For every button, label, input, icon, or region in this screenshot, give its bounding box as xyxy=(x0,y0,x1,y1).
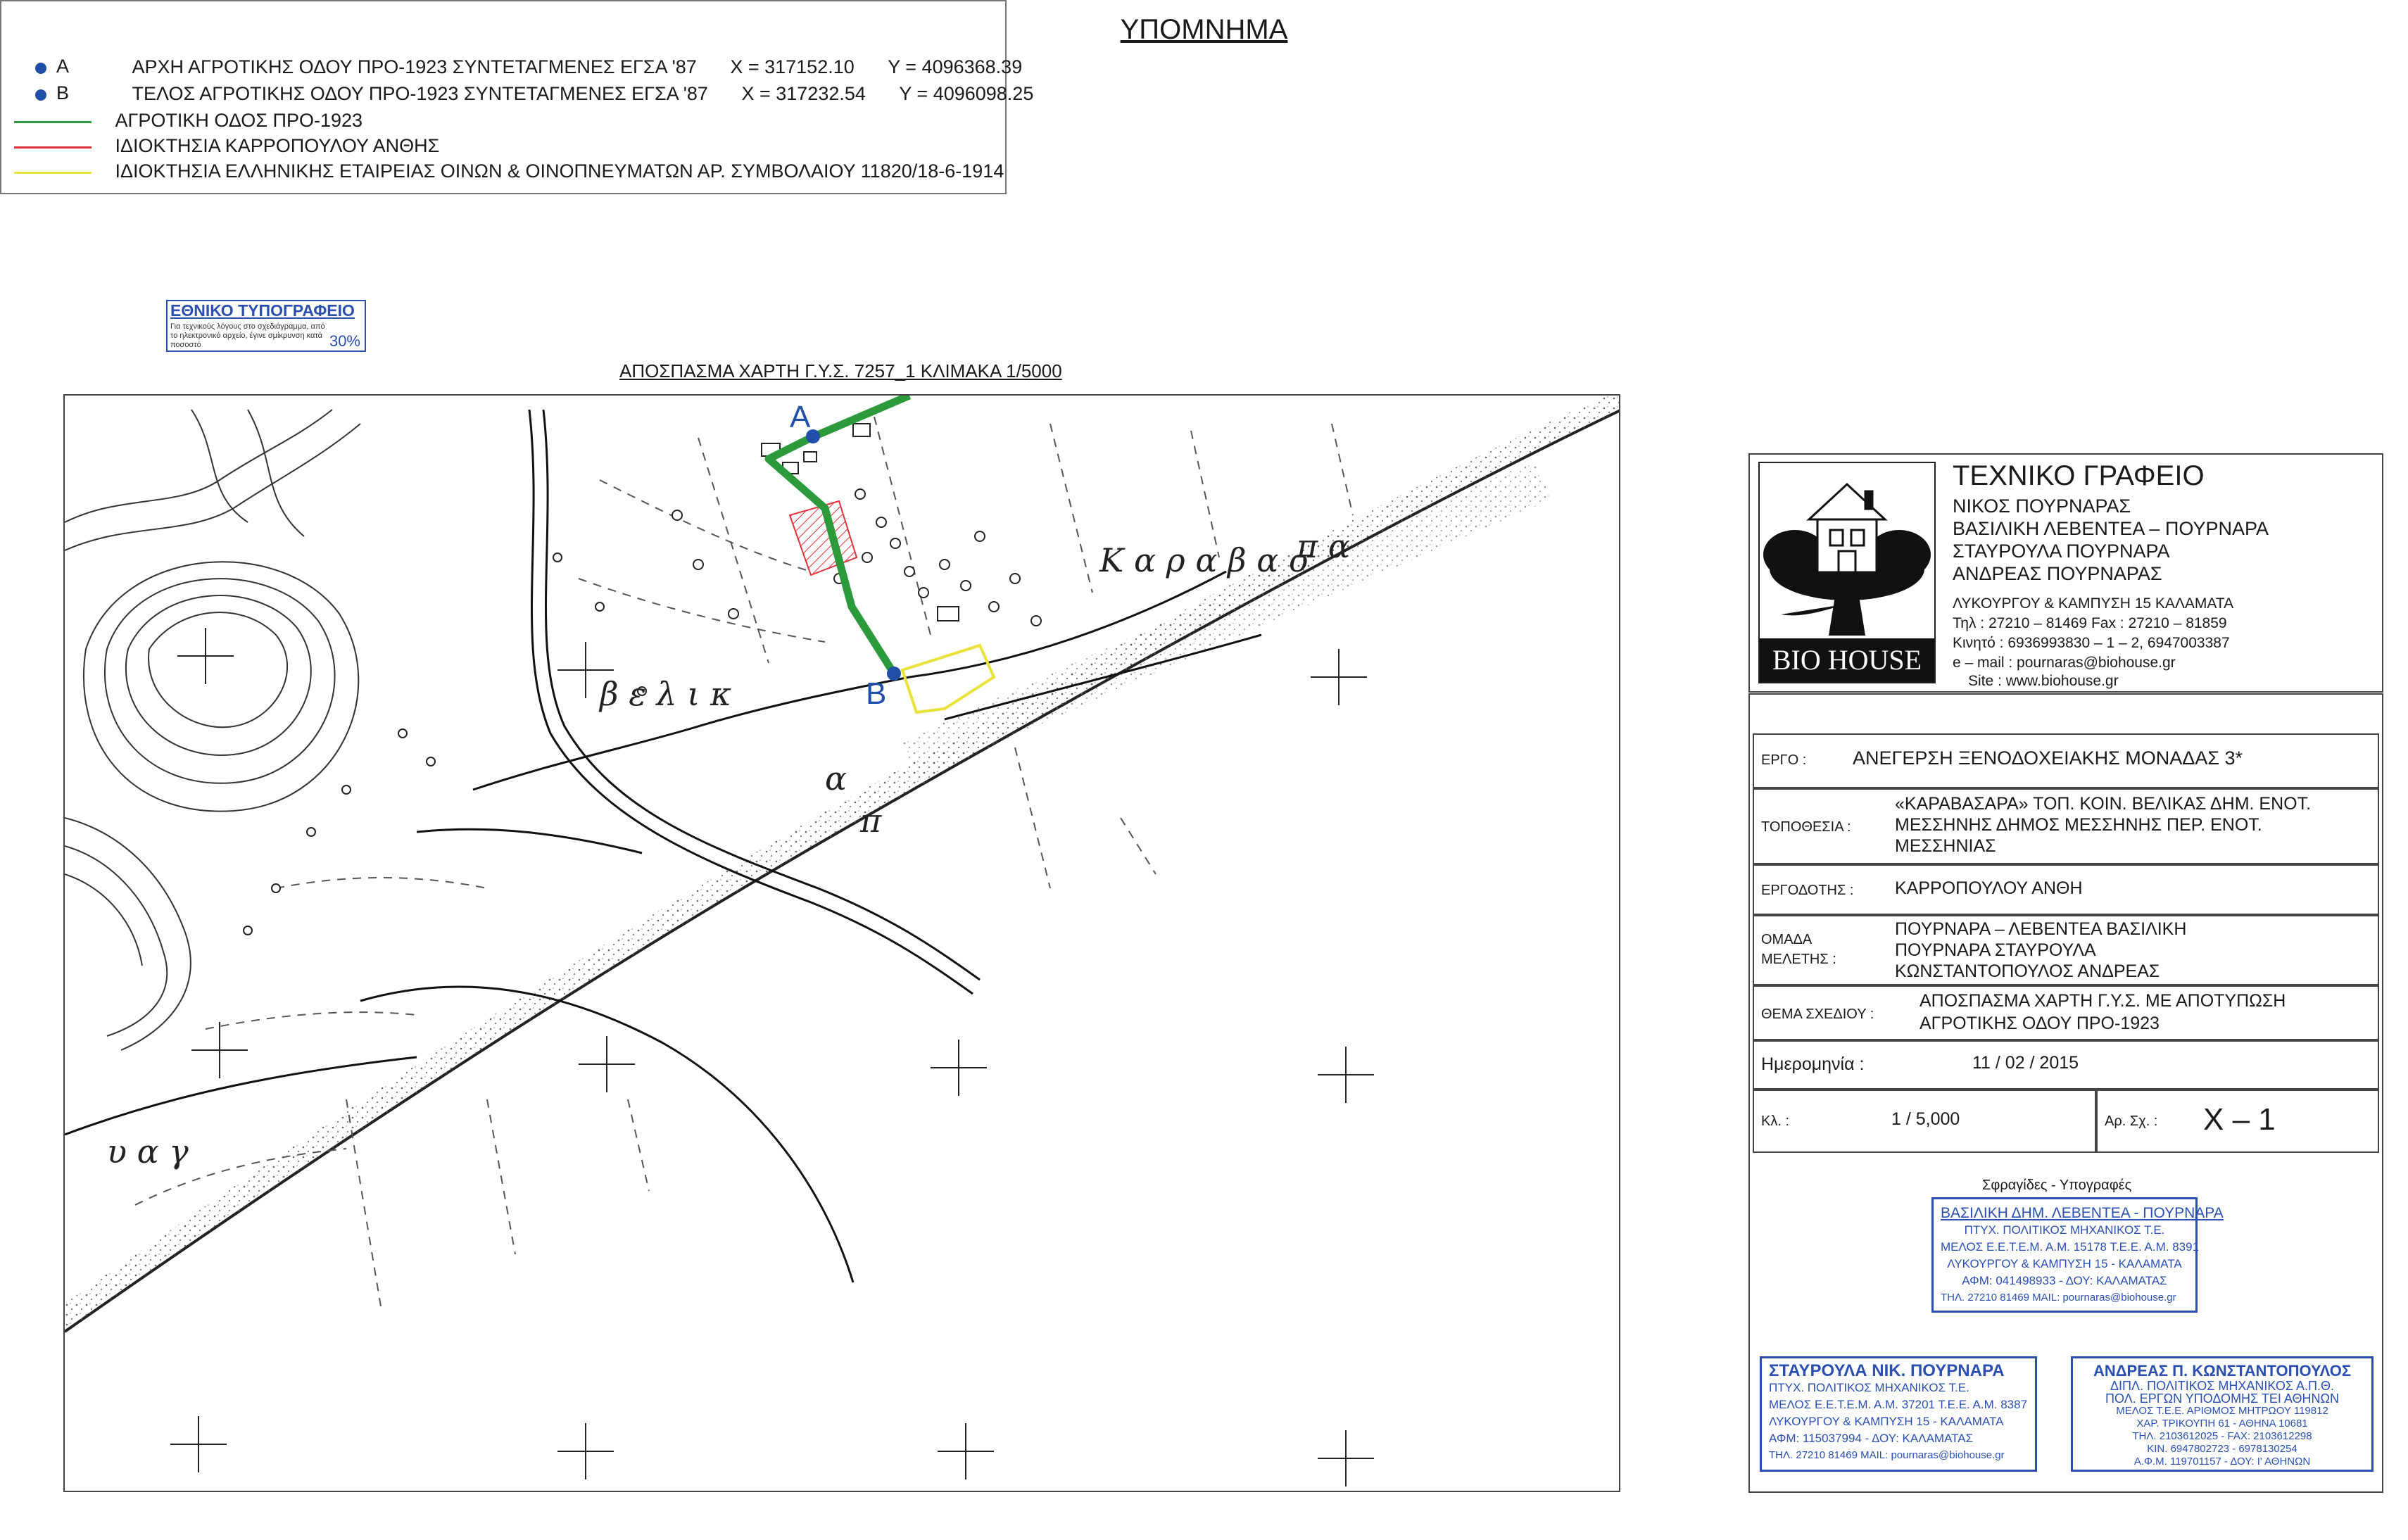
stamp-andreas: ΑΝΔΡΕΑΣ Π. ΚΩΝΣΤΑΝΤΟΠΟΥΛΟΣ ΔΙΠΛ. ΠΟΛΙΤΙΚΟΣ ΜΗΧΑΝΙΚΟΣ Α.Π.Θ. ΠΟΛ. ΕΡΓΩΝ ΥΠΟΔΟΜΗΣ ΤΕΙ ΑΘΗΝΩΝ ΜΕΛΟΣ Τ.Ε.Ε. ΑΡΙΘΜΟΣ ΜΗΤΡΩΟΥ 119812 ΧΑΡ. ΤΡΙΚΟΥΠΗ 61 - ΑΘΗΝΑ 10681 ΤΗΛ. 2103612025 - FAX: 2103612298 ΚΙΝ. 6947802723 - 6978130254 Α.Φ.Μ. 119701157 - ΔΟΥ: Ι' ΑΘΗΝΩΝ xyxy=(2071,1356,2374,1472)
yellow-line-swatch xyxy=(14,172,92,174)
legend-box xyxy=(0,0,1288,194)
office-name-1: ΝΙΚΟΣ ΠΟΥΡΝΑΡΑΣ xyxy=(1953,496,2131,517)
office-email: e – mail : pournaras@biohouse.gr xyxy=(1953,655,2176,671)
office-phone: Τηλ : 27210 – 81469 Fax : 27210 – 81859 xyxy=(1953,615,2227,631)
svg-text:π α: π α xyxy=(1297,527,1350,565)
legend-item-red-plot: ΙΔΙΟΚΤΗΣΙΑ ΚΑΡΡΟΠΟΥΛΟΥ ΑΝΘΗΣ xyxy=(14,135,439,157)
national-print-stamp: ΕΘΝΙΚΟ ΤΥΠΟΓΡΑΦΕΙΟ Για τεχνικούς λόγους στο σχεδιάγραμμα, από το ηλεκτρονικό αρχείο, έγινε σμίκρυνση κατά ποσοστό 30% xyxy=(166,300,366,352)
map-caption: ΑΠΟΣΠΑΣΜΑ ΧΑΡΤΗ Γ.Υ.Σ. 7257_1 ΚΛΙΜΑΚΑ 1/5000 xyxy=(619,360,1062,381)
point-a-label: A xyxy=(790,400,811,434)
client-value: ΚΑΡΡΟΠΟΥΛΟΥ ΑΝΘΗ xyxy=(1895,878,2083,898)
legend-title: ΥΠΟΜΝΗΜΑ xyxy=(1120,14,1288,45)
office-site: Site : www.biohouse.gr xyxy=(1968,673,2119,689)
drawing-number-cell: Αρ. Σχ. : Χ – 1 xyxy=(2096,1090,2379,1153)
stamp-vasiliki: ΒΑΣΙΛΙΚΗ ΔΗΜ. ΛΕΒΕΝΤΕΑ - ΠΟΥΡΝΑΡΑ ΠΤΥΧ. ΠΟΛΙΤΙΚΟΣ ΜΗΧΑΝΙΚΟΣ Τ.Ε. ΜΕΛΟΣ Ε.Ε.Τ.Ε.Μ. Α.Μ. 15178 Τ.Ε.Ε. Α.Μ. 8391 ΛΥΚΟΥΡΓΟΥ & ΚΑΜΠΥΣΗ 15 - ΚΑΛΑΜΑΤΑ ΑΦΜ: 041498933 - ΔΟΥ: ΚΑΛΑΜΑΤΑΣ ΤΗΛ. 27210 81469 MAIL: pournaras@biohouse.gr xyxy=(1931,1197,2198,1313)
office-name-2: ΒΑΣΙΛΙΚΗ ΛΕΒΕΝΤΕΑ – ΠΟΥΡΝΑΡΑ xyxy=(1953,518,2269,539)
office-address: ΛΥΚΟΥΡΓΟΥ & ΚΑΜΠΥΣΗ 15 ΚΑΛΑΜΑΤΑ xyxy=(1953,595,2234,612)
project-title-block xyxy=(1748,693,2383,1493)
team-row: ΟΜΑΔΑ ΜΕΛΕΤΗΣ : ΠΟΥΡΝΑΡΑ – ΛΕΒΕΝΤΕΑ ΒΑΣΙΛΙΚΗ ΠΟΥΡΝΑΡΑ ΣΤΑΥΡΟΥΛΑ ΚΩΝΣΤΑΝΤΟΠΟΥΛΟΣ ΑΝΔΡΕΑΣ xyxy=(1753,915,2379,985)
point-marker-icon xyxy=(35,89,46,101)
legend-item-yellow-plot: ΙΔΙΟΚΤΗΣΙΑ ΕΛΛΗΝΙΚΗΣ ΕΤΑΙΡΕΙΑΣ ΟΙΝΩΝ & ΟΙΝΟΠΝΕΥΜΑΤΩΝ ΑΡ. ΣΥΜΒΟΛΑΙΟΥ 11820/18-6-1914 xyxy=(14,160,1004,182)
work-row: ΕΡΓΟ : ΑΝΕΓΕΡΣΗ ΞΕΝΟΔΟΧΕΙΑΚΗΣ ΜΟΝΑΔΑΣ 3* xyxy=(1753,733,2379,788)
office-name-3: ΣΤΑΥΡΟΥΛΑ ΠΟΥΡΝΑΡΑ xyxy=(1953,541,2170,562)
svg-text:π: π xyxy=(860,802,882,840)
date-value: 11 / 02 / 2015 xyxy=(1972,1053,2079,1073)
point-b-marker[interactable] xyxy=(887,667,901,681)
office-title: ΤΕΧΝΙΚΟ ΓΡΑΦΕΙΟ xyxy=(1953,460,2205,491)
biohouse-logo: BIO HOUSE xyxy=(1758,462,1936,683)
drawing-number: Χ – 1 xyxy=(2203,1102,2276,1137)
svg-text:β ε λ ι κ: β ε λ ι κ xyxy=(600,675,732,713)
cadastral-map[interactable] xyxy=(63,394,1620,1492)
subject-row: ΘΕΜΑ ΣΧΕΔΙΟΥ : ΑΠΟΣΠΑΣΜΑ ΧΑΡΤΗ Γ.Υ.Σ. ΜΕ ΑΠΟΤΥΠΩΣΗ ΑΓΡΟΤΙΚΗΣ ΟΔΟΥ ΠΡΟ-1923 xyxy=(1753,985,2379,1040)
point-b-label: B xyxy=(866,676,887,711)
svg-text:υ α γ: υ α γ xyxy=(107,1132,189,1170)
office-name-4: ΑΝΔΡΕΑΣ ΠΟΥΡΝΑΡΑΣ xyxy=(1953,563,2162,584)
road-line-swatch xyxy=(14,121,92,123)
point-marker-icon xyxy=(35,63,46,74)
svg-text:α: α xyxy=(825,759,847,797)
signatures-label: Σφραγίδες - Υπογραφές xyxy=(1982,1178,2132,1193)
scale-value: 1 / 5,000 xyxy=(1891,1109,1960,1129)
scale-cell: Κλ. : 1 / 5,000 xyxy=(1753,1090,2096,1153)
svg-text:Κ α ρ α β α σ: Κ α ρ α β α σ xyxy=(1099,541,1311,579)
map-canvas xyxy=(65,396,1620,1492)
office-mobile: Κινητό : 6936993830 – 1 – 2, 6947003387 xyxy=(1953,635,2230,651)
stamp-stavroula: ΣΤΑΥΡΟΥΛΑ ΝΙΚ. ΠΟΥΡΝΑΡΑ ΠΤΥΧ. ΠΟΛΙΤΙΚΟΣ ΜΗΧΑΝΙΚΟΣ Τ.Ε. ΜΕΛΟΣ Ε.Ε.Τ.Ε.Μ. Α.Μ. 37201 Τ.Ε.Ε. Α.Μ. 8387 ΛΥΚΟΥΡΓΟΥ & ΚΑΜΠΥΣΗ 15 - ΚΑΛΑΜΑΤΑ ΑΦΜ: 115037994 - ΔΟΥ: ΚΑΛΑΜΑΤΑΣ ΤΗΛ. 27210 81469 MAIL: pournaras@biohouse.gr xyxy=(1760,1356,2037,1472)
tree-house-icon xyxy=(1760,463,1934,639)
office-header-box xyxy=(1748,453,2383,693)
location-row: ΤΟΠΟΘΕΣΙΑ : «ΚΑΡΑΒΑΣΑΡΑ» ΤΟΠ. ΚΟΙΝ. ΒΕΛΙΚΑΣ ΔΗΜ. ΕΝΟΤ. ΜΕΣΣΗΝΗΣ ΔΗΜΟΣ ΜΕΣΣΗΝΗΣ ΠΕΡ. ΕΝΟΤ. ΜΕΣΣΗΝΙΑΣ xyxy=(1753,788,2379,864)
red-line-swatch xyxy=(14,146,92,149)
legend-item-point-b: B ΤΕΛΟΣ ΑΓΡΟΤΙΚΗΣ ΟΔΟΥ ΠΡΟ-1923 ΣΥΝΤΕΤΑΓΜΕΝΕΣ ΕΓΣΑ '87 X = 317232.54 Y = 4096098.25 xyxy=(14,83,1033,105)
client-row: ΕΡΓΟΔΟΤΗΣ : ΚΑΡΡΟΠΟΥΛΟΥ ΑΝΘΗ xyxy=(1753,864,2379,915)
work-value: ΑΝΕΓΕΡΣΗ ΞΕΝΟΔΟΧΕΙΑΚΗΣ ΜΟΝΑΔΑΣ 3* xyxy=(1853,747,2243,769)
legend-item-point-a: A ΑΡΧΗ ΑΓΡΟΤΙΚΗΣ ΟΔΟΥ ΠΡΟ-1923 ΣΥΝΤΕΤΑΓΜΕΝΕΣ ΕΓΣΑ '87 X = 317152.10 Y = 4096368.39 xyxy=(14,56,1022,78)
legend-item-road: ΑΓΡΟΤΙΚΗ ΟΔΟΣ ΠΡΟ-1923 xyxy=(14,110,363,132)
date-row: Ημερομηνία : 11 / 02 / 2015 xyxy=(1753,1040,2379,1090)
